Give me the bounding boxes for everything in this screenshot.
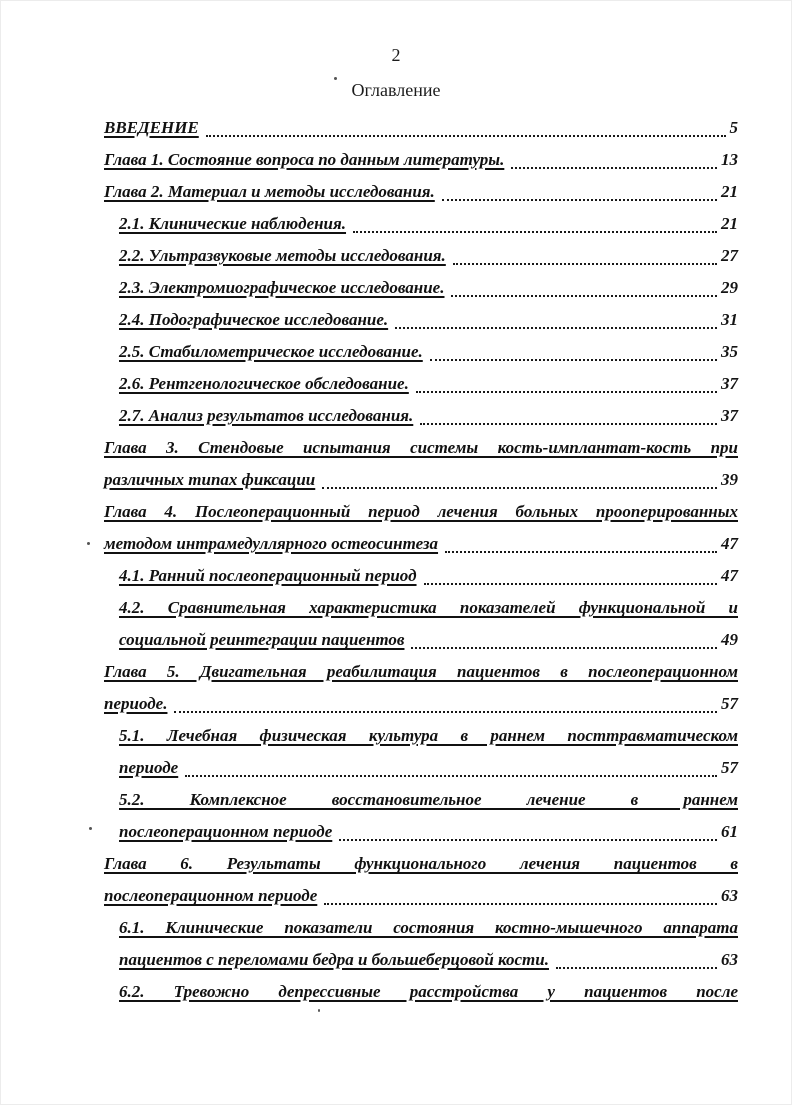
toc-entry[interactable] — [119, 592, 738, 656]
toc-entry-page: 31 — [721, 310, 738, 329]
toc-entry-text: 2.7. Анализ результатов исследования. — [119, 406, 414, 425]
toc-entry-text: Глава 5. Двигательная реабилитация пациентов в послеоперационном — [104, 662, 738, 681]
toc-entry-page: 13 — [721, 150, 738, 169]
toc-entry-page: 57 — [721, 694, 738, 713]
dot-leader — [556, 967, 717, 969]
toc-entry-page: 21 — [721, 182, 738, 201]
toc-entry[interactable] — [119, 368, 738, 400]
table-of-contents — [104, 112, 738, 1008]
dot-leader — [420, 423, 717, 425]
dot-leader — [322, 487, 717, 489]
toc-entry-text: ВВЕДЕНИЕ — [104, 118, 199, 137]
toc-entry-text: 6.1. Клинические показатели состояния костно-мышечного аппарата — [119, 918, 738, 937]
toc-entry-page: 5 — [729, 118, 738, 137]
toc-entry[interactable] — [119, 304, 738, 336]
toc-entry-text: 2.6. Рентгенологическое обследование. — [119, 374, 409, 393]
scan-artifact — [318, 1009, 320, 1012]
dot-leader — [353, 231, 717, 233]
dot-leader — [416, 391, 717, 393]
toc-entry[interactable] — [119, 336, 738, 368]
page-title: Оглавление — [351, 80, 441, 100]
toc-entry-text: 2.4. Подографическое исследование. — [119, 310, 389, 329]
toc-entry-page: 57 — [721, 758, 738, 777]
toc-entry-text: методом интрамедуллярного остеосинтеза — [104, 534, 439, 553]
toc-entry[interactable] — [104, 432, 738, 496]
dot-leader — [453, 263, 717, 265]
toc-entry-page: 49 — [721, 630, 738, 649]
toc-entry[interactable] — [119, 400, 738, 432]
toc-entry[interactable] — [104, 496, 738, 560]
toc-entry-page: 39 — [721, 470, 738, 489]
toc-entry-page: 27 — [721, 246, 738, 265]
toc-entry-text: 6.2. Тревожно депрессивные расстройства у пациентов после — [119, 982, 738, 1001]
toc-entry-page: 35 — [721, 342, 738, 361]
toc-entry-page: 21 — [721, 214, 738, 233]
toc-entry-page: 37 — [721, 406, 738, 425]
toc-entry-page: 61 — [721, 822, 738, 841]
toc-entry-text: периоде. — [104, 694, 168, 713]
toc-entry[interactable] — [104, 848, 738, 912]
scan-artifact — [334, 77, 337, 80]
scan-artifact — [89, 827, 92, 830]
dot-leader — [430, 359, 717, 361]
toc-entry[interactable] — [119, 720, 738, 784]
toc-entry-page: 47 — [721, 534, 738, 553]
toc-entry[interactable] — [119, 240, 738, 272]
toc-entry-page: 47 — [721, 566, 738, 585]
toc-entry[interactable] — [119, 912, 738, 976]
toc-entry-text: 5.2. Комплексное восстановительное лечение в раннем — [119, 790, 738, 809]
dot-leader — [206, 135, 726, 137]
toc-entry-page: 29 — [721, 278, 738, 297]
dot-leader — [411, 647, 717, 649]
toc-entry[interactable] — [104, 656, 738, 720]
toc-entry-text: различных типах фиксации — [104, 470, 316, 489]
dot-leader — [174, 711, 717, 713]
toc-entry-page: 63 — [721, 886, 738, 905]
toc-entry-text: периоде — [119, 758, 179, 777]
toc-entry[interactable] — [119, 208, 738, 240]
toc-entry[interactable] — [119, 976, 738, 1008]
toc-entry-page: 37 — [721, 374, 738, 393]
dot-leader — [442, 199, 717, 201]
page-number: 2 — [391, 45, 401, 65]
toc-entry[interactable] — [119, 560, 738, 592]
dot-leader — [185, 775, 717, 777]
toc-entry[interactable] — [104, 176, 738, 208]
toc-entry[interactable] — [119, 784, 738, 848]
dot-leader — [511, 167, 717, 169]
dot-leader — [324, 903, 717, 905]
toc-entry-text: 2.1. Клинические наблюдения. — [119, 214, 347, 233]
dot-leader — [395, 327, 717, 329]
dot-leader — [445, 551, 717, 553]
toc-entry[interactable] — [119, 272, 738, 304]
toc-entry[interactable] — [104, 144, 738, 176]
toc-entry-text: 4.1. Ранний послеоперационный период — [119, 566, 417, 585]
toc-entry-text: 2.3. Электромиографическое исследование. — [119, 278, 445, 297]
scan-artifact — [87, 542, 90, 545]
toc-entry-text: Глава 2. Материал и методы исследования. — [104, 182, 435, 201]
toc-entry-text: Глава 6. Результаты функционального лечения пациентов в — [104, 854, 738, 873]
toc-entry[interactable] — [104, 112, 738, 144]
toc-entry-text: 4.2. Сравнительная характеристика показателей функциональной и — [119, 598, 738, 617]
toc-entry-text: пациентов с переломами бедра и большеберцовой кости. — [119, 950, 549, 969]
dot-leader — [451, 295, 717, 297]
toc-entry-page: 63 — [721, 950, 738, 969]
toc-entry-text: 2.2. Ультразвуковые методы исследования. — [119, 246, 446, 265]
toc-entry-text: 2.5. Стабилометрическое исследование. — [119, 342, 423, 361]
toc-entry-text: Глава 3. Стендовые испытания системы кость-имплантат-кость при — [104, 438, 738, 457]
toc-entry-text: 5.1. Лечебная физическая культура в раннем посттравматическом — [119, 726, 738, 745]
toc-entry-text: Глава 1. Состояние вопроса по данным литературы. — [104, 150, 505, 169]
dot-leader — [339, 839, 717, 841]
toc-entry-text: социальной реинтеграции пациентов — [119, 630, 405, 649]
dot-leader — [424, 583, 717, 585]
toc-entry-text: послеоперационном периоде — [119, 822, 333, 841]
toc-entry-text: послеоперационном периоде — [104, 886, 318, 905]
toc-entry-text: Глава 4. Послеоперационный период лечения больных прооперированных — [104, 502, 738, 521]
